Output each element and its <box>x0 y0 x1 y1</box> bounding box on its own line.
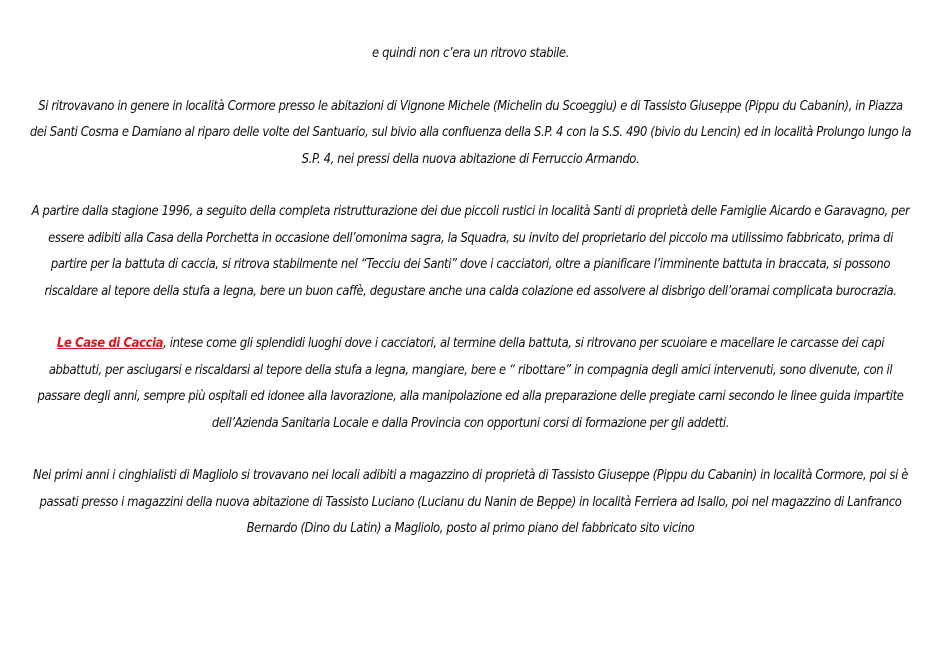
case-di-caccia-link[interactable]: Le Case di Caccia <box>56 335 164 351</box>
paragraph-case-di-caccia-text: , intese come gli splendidi luoghi dove i cacciatori, al termine della battuta, si ritrovano per scuoiare e macellare le carcasse dei capi abbattuti, per asciugarsi e riscaldarsi al tepore della stufa a legna, mangiare, bere e “ ribottare” in compagnia degli amici intervenuti, sono divenute, con il passare degli anni, sempre più ospitali ed idonee alla lavorazione, alla manipolazione ed alla preparazione delle pregiate carni secondo le linee guida impartite dell’Azienda Sanitaria Locale e dalla Provincia con opportuni corsi di formazione per gli addetti. <box>37 335 904 431</box>
paragraph-ritrovi: Si ritrovavano in genere in località Cormore presso le abitazioni di Vignone Michele (Michelin du Scoeggiu) e di Tassisto Giuseppe (Pippu du Cabanin), in Piazza dei Santi Cosma e Damiano al riparo delle volte del Santuario, sul bivio alla confluenza della S.P. 4 con la S.S. 490 (bivio du Lencin) ed in località Prolungo lungo la S.P. 4, nei pressi della nuova abitazione di Ferruccio Armando. <box>29 97 912 167</box>
paragraph-primi-anni: Nei primi anni i cinghialisti di Magliolo si trovavano nei locali adibiti a magazzino di proprietà di Tassisto Giuseppe (Pippu du Cabanin) in località Cormore, poi si è passati presso i magazzini della nuova abitazione di Tassisto Luciano (Lucianu du Nanin de Beppe) in località Ferriera ad Isallo, poi nel magazzino di Lanfranco Bernardo (Dino du Latin) a Magliolo, posto al primo piano del fabbricato sito vicino <box>33 467 908 536</box>
paragraph-stagione-1996: A partire dalla stagione 1996, a seguito della completa ristrutturazione dei due piccoli rustici in località Santi di proprietà delle Famiglie Aicardo e Garavagno, per essere adibiti alla Casa della Porchetta in occasione dell’omonima sagra, la Squadra, su invito del proprietario del piccolo ma utilissimo fabbricato, prima di partire per la battuta di caccia, si ritrova stabilmente nel “Tecciu dei Santi” dove i cacciatori, oltre a pianificare l’imminente battuta in braccata, si possono riscaldare al tepore della stufa a legna, bere un buon caffè, degustare anche una calda colazione ed assolvere al disbrigo dell’oramai complicata burocrazia. <box>31 203 910 299</box>
paragraph-case-di-caccia <box>30 330 912 436</box>
paragraph-ritrovo-stabile: e quindi non c’era un ritrovo stabile. <box>372 45 569 61</box>
